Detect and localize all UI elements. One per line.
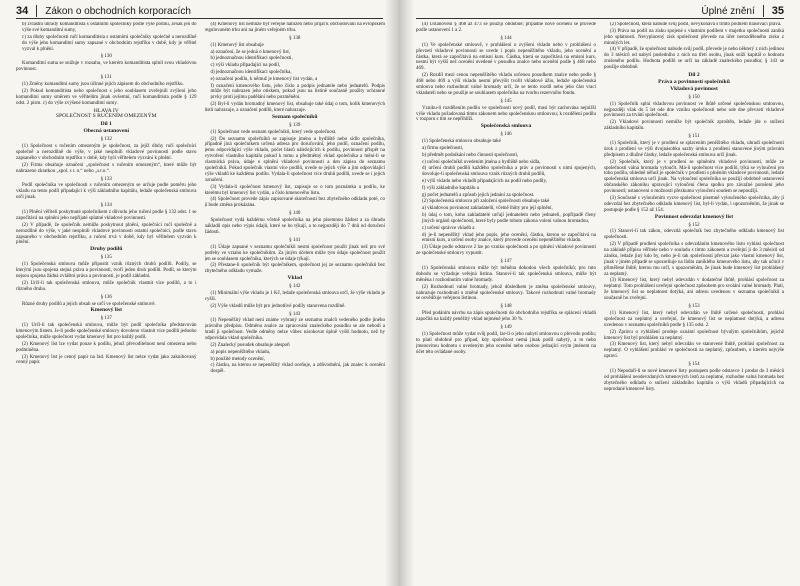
section-heading: Společenská smlouva xyxy=(480,123,532,130)
paragraph: (1) Nepeněžitý vklad není známe vybraný ze seznamu znalců vedeného podle jiného právního předpisu. Odměnu znalce za zpracování znaleckého posudku se ale nehodí a hradí ji společnost. Vedle odměny nelze vůbec nárokovat úplně vyšší hodnotu, než by odpovídala vklad společníka. xyxy=(204,318,385,342)
section-number: § 130 xyxy=(100,54,112,60)
paragraph: (2) Vkladové povinnosti nemůže být společník zproštěn, ledaže jde o snížení základního kapitálu. xyxy=(604,120,784,132)
paragraph: (2) Kmenový list lze vydat pouze k podílu, jehož převoditelnost není omezena nebo podmíněna. xyxy=(16,341,197,353)
paragraph: (1) Společnost vede seznam společníků, který vede společnost. xyxy=(210,129,337,135)
paragraph: (2) V případě, že společník nemůže poskytnout plnění, společníci ručí společně a nerozdílně do výše, v jaké nesplnili vkladové povinnosti ostatní společníci, podle stavu zapsaného v obchodním rejstříku, a ručení trvá v době, kdy byl věřitelem vyzván k plnění. xyxy=(16,222,197,246)
section-number: § 145 xyxy=(500,98,512,104)
left-running-head xyxy=(16,4,383,19)
part-heading: HLAVA IV xyxy=(93,107,119,114)
paragraph: (3) Kmenový list je cenný papír na řad. Kmenový list nelze vydat jako zaknihovaný cenný papír. xyxy=(16,354,197,366)
paragraph: Komanditní suma se snižuje v rozsahu, ve kterém komanditista splnil svou vkladovou povinnost. xyxy=(16,61,197,73)
paragraph: Vzniku-li rozdělením podílu ve společnosti nový podíl, musí být zachována nejnižší výše vkladu požadovaná tímto zákonem nebo společenskou smlouvou; k rozdělení podílu v rozporu s tím se nepřihlíží. xyxy=(416,105,596,123)
list-item: c) částku, na kterou se nepeněžitý vklad oceňuje, a zdůvodnění, jak znalec k ocenění dospěl. xyxy=(210,363,385,375)
left-column-2 xyxy=(205,22,386,582)
paragraph: (1) Společník splní vkladovou povinnost ve lhůtě určené společenskou smlouvou, nejpozději však do 5 let ode dne vzniku společnosti nebo ode dne převzetí vkladové povinnosti za trvání společnosti. xyxy=(604,101,784,119)
right-columns xyxy=(416,22,784,582)
paragraph: (2) Výše vkladů může být pro jednotlivé podíly stanovena rozdílně. xyxy=(210,303,346,309)
paragraph: (2) Společník, který je v prodlení se splněním vkladové povinnosti, může ze společnosti valná hromada vyloučit. Má-li společnost více podílů, týká se vyloučení jen toho podílu, ohledně něhož je společník v prodlení s plněním vkladové povinnosti, ledaže společenská smlouva určí jinak. Na vyloučení společníka se použijí obdobně ustanovení občanského zákoníku upravující vyloučení člena spolku pro závažné porušení jeho povinností; ustanovení o možnosti přezkumu vyloučení soudem se nepoužijí. xyxy=(604,159,784,195)
paragraph: (3) Vydala-li společnost kmenový list, zapisuje se o tom poznámka u podílu, ke kterému byl kmenový list vydán, a číslo kmenového listu. xyxy=(204,184,385,196)
section-number: § 139 xyxy=(289,122,301,128)
list-item: b) jednoznačnou identifikaci společnosti, xyxy=(210,56,293,62)
list-item: f) výši základního kapitálu a xyxy=(422,185,479,191)
list-item: b) použité metody ocenění, xyxy=(210,356,265,362)
paragraph: (3) Práva na podíl na zisku spojené s vlastním podílem v majetku společnosti zaniká jeho splatností. Nevyplacený zisk společnost převede na účet nerozděleného zisku z minulých let. xyxy=(604,28,784,46)
left-running-head-title: Zákon o obchodních korporacích xyxy=(45,5,191,17)
section-number: § 134 xyxy=(100,203,112,209)
list-item: e) výši vkladu nebo vkladů připadajících na podíl nebo podíly, xyxy=(422,179,547,185)
paragraph: (4) V případě, že společnost nabude svůj podíl, převede je nebo některý z nich jedinou do 3 měsíců od nabytí posledního z nich na třetí osobu, jinak sníží kapitál o hodnotu zrušeného podílu. Hodnota podílů se určí na základě znaleckého posudku; § 143 se použije obdobně. xyxy=(604,47,784,71)
paragraph: (2) Společenská smlouva při založení společnosti obsahuje také xyxy=(422,199,550,205)
section-number: § 137 xyxy=(100,316,112,322)
paragraph: (4) Společnost provede zápis zapisované skutečnosti bez zbytečného odkladu poté, co jí bude změna prokázána. xyxy=(204,197,385,209)
paragraph: (2) Znalecký posudek obsahuje alespoň xyxy=(210,342,290,348)
paragraph: (2) Rozhodnutí valné hromady, jehož důsledkem je změna společenské smlouvy, nahrazuje rozhodnutí o změně společenské smlouvy. Takové rozhodnutí valné hromady se osvědčuje veřejnou listinou. xyxy=(416,284,596,302)
paragraph: (1) Společenská smlouva obsahuje také xyxy=(422,139,501,145)
section-number: § 136 xyxy=(100,294,112,300)
paragraph: (2) Rozdíl mezi cenou nepeněžitého vkladu určenou posudkem znalce nebo podle § 468 nebo 469 a výší vkladu nesmí převýšit tvořit vkladové ážio, ledaže společenská smlouva nebo rozhodnutí valné hromady určí, že se tento rozdíl nebo jeho část vrací vkladateli nebo se použije se souhlasem společníka na tvorbu rezervního fondu. xyxy=(416,73,596,96)
paragraph: (2) Firma obsahuje označení „společnost s ručením omezeným“, které může být nahrazeno zkratkou „spol. s r. o.“ nebo „s.r.o.“. xyxy=(16,162,197,174)
paragraph: (1) Společnost může vydat svůj podíl, lze-li o jeho nabytí smlouvou o převodu podílu; to platí obdobně pro případ, kdy společnost nemá jinak podíl nabytý, a to nebo jmenovitou hodnotu s uvedeným jeho ocenění nebo osobou jednající svým jménem na účet této ovládané osoby. xyxy=(416,331,596,355)
list-item: b) zvláštní úhrady komanditista s ostatními společníky podle výše podílu, avšak jen do výše své komanditní sumy, xyxy=(22,22,197,33)
paragraph: (1) Společník, který je v prodlení se splacením peněžitého vkladu, uhradí společnosti úrok z prodlení ve výši dvojnásobku sazby úroku z prodlení stanovené jiným právním předpisem z dlužné částky, ledaže společenská smlouva určí jinak. xyxy=(604,140,784,158)
section-heading: Vkladová povinnost xyxy=(670,85,718,92)
left-page-number: 34 xyxy=(16,5,37,17)
section-number: § 135 xyxy=(100,255,112,261)
paragraph: Společnost vydá každému včetně společníka na jeho písemnou žádost a za úhradu nákladů opis nebo výpis údajů, které se ho týkají, a to nejpozději do 7 dnů od doručení žádosti. xyxy=(204,218,385,235)
paragraph: (1) Stanoví-li tak zákon, odevzdá společník bez zbytečného odkladu kmenový list společnosti. xyxy=(604,229,784,241)
paragraph: (2) Pokud komanditista nebo společnost s jeho souhlasem zveřejnili zvýšení jeho komanditní sumy směrem ve věřitelům jinak ovšemní, ručí komanditista podle § 129 odst. 2 písm. c) do výše zvýšené komanditní sumy. xyxy=(16,88,197,106)
section-heading: Kmenový list xyxy=(90,307,123,314)
section-number: § 142 xyxy=(289,284,301,290)
section-number: § 143 xyxy=(289,311,301,317)
list-item: a) firmu společnosti, xyxy=(422,146,464,151)
section-heading: Seznam společníků xyxy=(271,113,318,120)
section-heading: Povinnost odevzdat kmenový list xyxy=(654,213,734,220)
right-running-head xyxy=(416,4,784,19)
paragraph: (4) Ustanovení § 468 až 473 se použijí obdobně; případné nové ocenění se provede podle ustanovení 1 a 2. xyxy=(416,22,596,33)
section-number: § 141 xyxy=(289,237,301,243)
list-item: g) počet jednatelů a způsob jejich jednání za společnost. xyxy=(422,192,535,198)
paragraph: (1) Nepodaří-li se nové kmenové listy postupem podle odstavce 1 prodat do 3 měsíců od prohlášení neodevzdaných kmenových listů za neplatné, rozhodne valná hromada bez zbytečného odkladu o snížení základního kapitálu o výši vkladů připadajících na neprodané kmenové listy. xyxy=(604,368,784,392)
division-heading: Díl 2 xyxy=(688,72,700,79)
section-number: § 148 xyxy=(500,304,512,310)
section-number: § 131 xyxy=(100,75,112,81)
paragraph: (1) Kmenový list obsahuje xyxy=(210,42,264,48)
list-item: c) za dluhy společnosti ručí komanditista s ostatními společníky společně a nerozdílně do výše jeho komanditní sumy zapsané v obchodním rejstříku v době, kdy je věřitel vyzval k plnění. xyxy=(22,34,197,52)
list-item: d) je-li nepeněžitý vklad jeho popis, jeho ocenění, částku, kterou se započítává na emisní kurs, a určení osoby znalce, který provede ocenění nepeněžitého vkladu. xyxy=(422,232,596,244)
list-item: c) určení správce vkladů a xyxy=(422,225,475,231)
paragraph: (3) Současně s vyloučením vyzve společnost písemně vyloučeného společníka, aby jí odevzdal bez zbytečného odkladu kmenový list, byl-li vydán, i upozorněním, že jinak se postupuje podle § 152 až 154. xyxy=(604,195,784,213)
section-number: § 152 xyxy=(688,222,700,228)
section-heading: Vklad xyxy=(287,275,303,282)
paragraph: (2) Zprávu o vyhlášení prodeje oznámí společnost bývalým společníkům, jejichž kmenový list byl prohlášen za neplatný. xyxy=(604,329,784,341)
paragraph: (1) Ve společenské smlouvě, v prohlášení o zvýšení vkladu nebo v prohlášení o převzetí vkladové povinnosti se uvede i popis nepeněžitého vkladu, jeho ocenění a částka, která se započítává na emisní kurs. Částka, která se započítává na emisní kurs, nesmí být vyšší než ocenění uvedené v posudku znalce nebo ocenění podle § 468 nebo 469. xyxy=(416,42,596,72)
part-title: SPOLEČNOST S RUČENÍM OMEZENÝM xyxy=(55,113,157,120)
paragraph: (1) Plnění věřiteli poskytnuté společníkem z důvodu jeho ručení podle § 132 odst. 1 se započítává na splnění jeho nepřijaté splatné vkladové povinnosti. xyxy=(16,210,197,221)
right-page-number: 35 xyxy=(763,5,784,17)
section-number: § 147 xyxy=(500,259,512,265)
section-number: § 149 xyxy=(500,325,512,331)
paragraph: Podíl společníka ve společnosti s ručením omezeným se určuje podle poměru jeho vkladu na tento podíl připadající k výši základního kapitálu, ledaže společenská smlouva určí jinak. xyxy=(16,183,197,201)
gutter-shadow-left xyxy=(385,0,399,586)
paragraph: (2) V případě prodlení společníka s odevzdáním kmenového listu vyhlásí společnost na základě přípisu věřitele nebo v souladu s tímto zákonem a zveřejní ji do 3 měsíců od zániku, ledaže jiný kdo by, nebo je-li tak společností převzat jako vlastní kmenový list, jinak v jiném případě se upozorňuje na lhůtu zaniklého kmenového listu, aby tak učinil v přiměřené lhůtě, kterou mu určí, s upozorněním, že jinak bude kmenový list prohlášený za neplatný. xyxy=(604,242,784,277)
paragraph: Různé druhy podílů a jejich obsah se určí ve společenské smlouvě. xyxy=(22,301,156,307)
paragraph: (1) Údaje zapsané v seznamu společníků nesmí společnost použít jinak než pro své potřeby ve vztahu ke společníkům. Za jiným účelem může tyto údaje společnost použít jen se souhlasem společníka, kterých se údaje týkají. xyxy=(204,244,385,262)
right-column-2 xyxy=(604,22,784,582)
paragraph: (3) Údaje podle odstavce 2 lze po vzniku společnosti a po splnění vkladové povinnosti ze společenské smlouvy vypustit. xyxy=(416,245,596,257)
paragraph: (2) Byl-li vydán hromadný kmenový list, obsahuje také údaj o tom, kolik kmenových listů nahrazuje, a označení podílů, které nahrazuje. xyxy=(204,102,385,114)
right-running-head-title: Úplné znění xyxy=(701,5,755,17)
list-item: d) určení druhů podílů každého společníka a práv a povinností s nimi spojených, dovoluje-li společenská smlouva vznik různých druhů podílů, xyxy=(422,166,596,178)
list-item: f) označení kmenového listu, jeho číslo a podpis jednatele nebo jednatelů. Podpis může být nahrazen jeho otiskem, pokud jsou na listině současně použity ochranné prvky proti jejímu padělání nebo pozměnění. xyxy=(210,83,385,101)
section-number: § 133 xyxy=(100,176,112,182)
list-item: b) předmět podnikání nebo činnosti společnosti, xyxy=(422,152,519,158)
paragraph: (2) Určí-li tak společenská smlouva, může společník vlastnit více podílů, a to i různého druhu. xyxy=(16,280,197,292)
paragraph: (2) Do seznamu společníků se zapisuje jméno a bydliště nebo sídlo společníka, případně jiná společníkem určená adresa pro doručování, jeho podíl, označení podílu, jemu odpovídající výše vkladu, počet hlasů náležejících k podílu, povinnost přispět na vytvoření vlastního kapitálu pokud k tomu a předmětný vklad společníka a mění-li se vlastnická práva, údaje o splnění vkladové povinnosti a den zápisu do seznamu společníků. Pokud společník vlastní více podílů, uvede se jejich výše a jim odpovídající výše vkladů ke každému podílu. Vydala-li společnost více druhů podílů, uvede se i jejich označení. xyxy=(204,136,385,183)
section-number: § 153 xyxy=(688,304,700,310)
paragraph: (4) Kmenový list nemůže být veřejně nabízen nebo přijat k obchodování na evropském regulovaném trhu ani na jiném veřejném trhu. xyxy=(204,22,385,33)
list-item: a) označení, že se jedná o kmenový list, xyxy=(210,49,291,55)
section-number: § 132 xyxy=(100,137,112,143)
section-number: § 151 xyxy=(688,134,700,140)
paragraph: (2) Přestane-li společník být společníkem, společnost jej ze seznamu společníků bez zbytečného odkladu vymaže. xyxy=(204,263,385,275)
list-item: c) určení společníků uvedením jména a bydliště nebo sídla, xyxy=(422,159,541,165)
division-heading: Díl 1 xyxy=(100,121,112,128)
paragraph: (1) Společenská smlouva může připustit vznik různých druhů podílů. Podíly, se kterými jsou spojena stejná práva a povinnosti, tvoří jeden druh podílů. Podíl, se kterým nejsou spojena žádná zvláštní práva a povinnosti, je podíl základní. xyxy=(16,262,197,279)
list-item: c) výši vkladu připadající na podíl, xyxy=(210,63,281,69)
section-number: § 154 xyxy=(688,362,700,368)
paragraph: (1) Určí-li tak společenská smlouva, může být podíl společníka představován kmenovým listem. Je-li podle společenské smlouvy dovoleno vlastnit více podílů jednoho společníka, může společnost vydat kmenový list pro každý podíl. xyxy=(16,323,197,341)
left-column-1 xyxy=(16,22,197,582)
section-number: § 146 xyxy=(500,132,512,138)
paragraph: (1) Společnost s ručením omezeným je společnost, za jejíž dluhy ručí společníci společně a nerozdílně do výše, v jaké nesplnili vkladové povinnosti podle stavu zapsaného v obchodním rejstříku v době, kdy byli věřitelem vyzváni k plnění. xyxy=(16,144,197,161)
section-heading: Druhy podílů xyxy=(90,246,123,253)
paragraph: (3) Kmenový list, který nebyl odevzdán v dodatečné lhůtě, prohlásí společnost za neplatný. Toto prohlášení uveřejní společnost způsobem pro svolání valné hromady. Platí, že kmenový list se neplatnost dotýká, ani adresu uvedenou v seznamu společníků a současně ho zveřejní. xyxy=(604,278,784,302)
list-item: b) údaj o tom, koho zakladatelé určují jednatelem nebo jednateli, popřípadě členy jiných orgánů společnosti, které byly podle tohoto zákona volení valnou hromadou, xyxy=(422,213,596,224)
section-number: § 150 xyxy=(688,94,700,100)
list-item: e) označení podílu, k němuž je kmenový list vydán, a xyxy=(210,76,318,82)
paragraph: (2) Společnost, která nabude svůj podíl, nevykonává s tímto podílem hlasovací práva. xyxy=(610,22,782,27)
section-heading: Obecná ustanovení xyxy=(83,128,130,135)
list-item: a) popis nepeněžitého vkladu, xyxy=(210,349,271,355)
section-number: § 138 xyxy=(289,35,301,41)
right-page xyxy=(400,0,800,586)
paragraph: (3) Kmenový list, který nebyl odevzdán ve stanovené lhůtě, prohlásí společnost za neplatný. O vyhlášení prohlásí ve společnosti za neplatný, způsobem, o kterém nejvýše upraví. xyxy=(604,342,784,360)
right-column-1 xyxy=(416,22,596,582)
left-columns xyxy=(16,22,385,582)
paragraph: (1) Minimální výše vkladu je 1 Kč, ledaže společenská smlouva určí, že výše vkladu je vyšší. xyxy=(204,290,385,302)
list-item: d) jednoznačnou identifikaci společníka, xyxy=(210,69,292,75)
section-number: § 140 xyxy=(289,211,301,217)
paragraph: (1) Kmenový list, který nebyl odevzdán ve lhůtě určené společností, prohlásí společnost za neplatný a uveřejní, že kmenový list se neplatnost dotýká, a adresu uvedenou v seznamu společníků podle § 135 odst. 2. xyxy=(604,311,784,328)
paragraph: (1) Změny komanditní sumy jsou účinné jejich zápisem do obchodního rejstříku. xyxy=(22,82,184,88)
section-heading: Práva a povinnosti společníků xyxy=(658,78,730,85)
paragraph: Před podáním návrhu na zápis společnosti do obchodního rejstříku se splácení vkladů započítá na každý peněžitý vklad nejméně jeho 30 %. xyxy=(416,311,596,323)
gutter-shadow-right xyxy=(400,0,414,586)
paragraph: (1) Společenská smlouva může být měněna dohodou všech společníků; pro tuto dohodu se vyžaduje veřejná listina. Stanoví-li tak společenská smlouva, může být měněna i rozhodnutím valné hromady. xyxy=(416,266,596,283)
section-number: § 144 xyxy=(500,35,512,41)
list-item: a) vkladovou povinnost zakladatelů, včetně lhůty pro její splnění, xyxy=(422,206,553,212)
